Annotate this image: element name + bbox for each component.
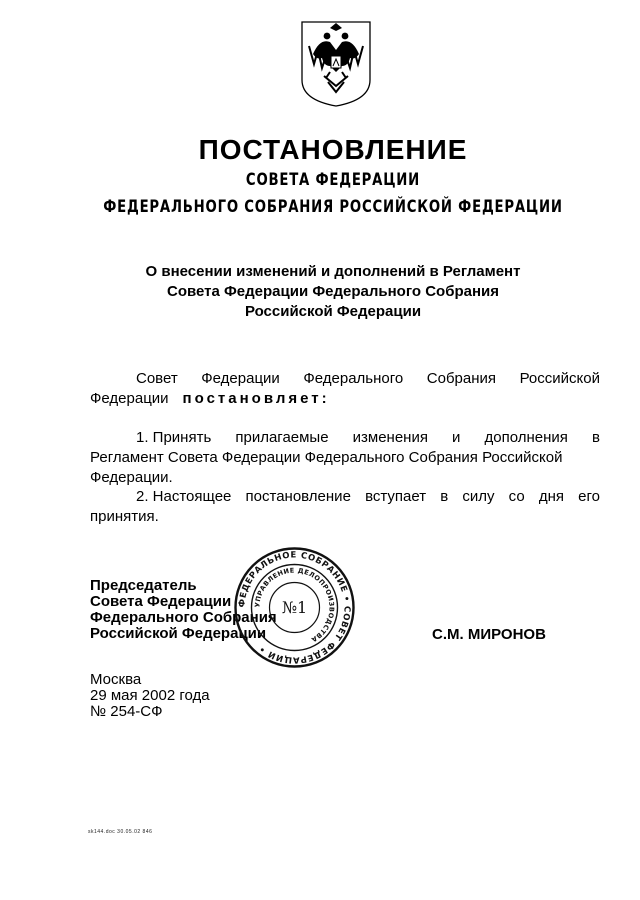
item-1-line-3: Федерации. [90, 469, 173, 486]
position-line: Федерального Собрания [90, 609, 277, 626]
preamble-word: Российской [519, 370, 600, 387]
official-stamp [232, 545, 357, 670]
resolves-word: постановляет: [182, 390, 330, 407]
preamble-word: Федерации [201, 370, 280, 387]
item-word: дополнения [484, 429, 568, 446]
item-word: прилагаемые [235, 429, 329, 446]
signatory-name: С.М. МИРОНОВ [432, 626, 546, 643]
stamp-number: №1 [281, 598, 308, 617]
position-line: Председатель [90, 577, 197, 594]
item-2-line-2: принятия. [90, 508, 159, 525]
document-subject [0, 262, 640, 322]
place-city: Москва [90, 671, 142, 688]
item-word: со [508, 488, 525, 505]
subject-line: О внесении изменений и дополнений в Регламент [145, 263, 521, 280]
resolution-item-2 [90, 487, 600, 527]
preamble-word: Совет [136, 370, 178, 387]
document-date: 29 мая 2002 года [90, 687, 210, 704]
item-word: изменения [352, 429, 428, 446]
item-word: дня [538, 488, 565, 505]
preamble-line-1 [90, 369, 600, 389]
item-word: 1. Принять [136, 429, 212, 446]
item-word: и [452, 429, 461, 446]
file-reference: sk144.doc 30.05.02 846 [88, 829, 153, 835]
preamble-line-2 [90, 389, 600, 409]
subject-line: Совета Федерации Федерального Собрания [166, 283, 500, 300]
item-word: силу [462, 488, 495, 505]
item-word: в [440, 488, 449, 505]
preamble-word: Федерального [303, 370, 404, 387]
item-word: его [578, 488, 600, 505]
resolution-item-1 [90, 428, 600, 488]
item-word: постановление [245, 488, 351, 505]
document-number: № 254-СФ [90, 703, 163, 720]
place-date-block [90, 672, 210, 720]
subject-line: Российской Федерации [244, 303, 422, 320]
item-2-line-1 [90, 487, 600, 507]
preamble-word: Собрания [426, 370, 497, 387]
item-word: в [592, 429, 600, 446]
item-1-line-2: Регламент Совета Федерации Федерального Собрания Российской [90, 449, 563, 466]
document-title: ПОСТАНОВЛЕНИЕ [198, 134, 468, 165]
stamp-inner-text: УПРАВЛЕНИЕ ДЕЛОПРОИЗВОДСТВА [253, 566, 336, 644]
preamble [90, 369, 600, 409]
issuer-line-1: СОВЕТА ФЕДЕРАЦИИ [245, 170, 421, 190]
position-line: Российской Федерации [90, 625, 267, 642]
position-line: Совета Федерации [90, 593, 232, 610]
item-word: вступает [365, 488, 427, 505]
item-1-line-1 [90, 428, 600, 448]
item-word: 2. Настоящее [136, 488, 232, 505]
issuer-line-2: ФЕДЕРАЛЬНОГО СОБРАНИЯ РОССИЙСКОЙ ФЕДЕРАЦИИ [103, 197, 563, 217]
coat-of-arms-emblem [300, 20, 372, 108]
stamp-outer-text: ФЕДЕРАЛЬНОЕ СОБРАНИЕ • СОВЕТ ФЕДЕРАЦИИ • [237, 550, 352, 665]
preamble-word: Федерации [90, 390, 169, 407]
